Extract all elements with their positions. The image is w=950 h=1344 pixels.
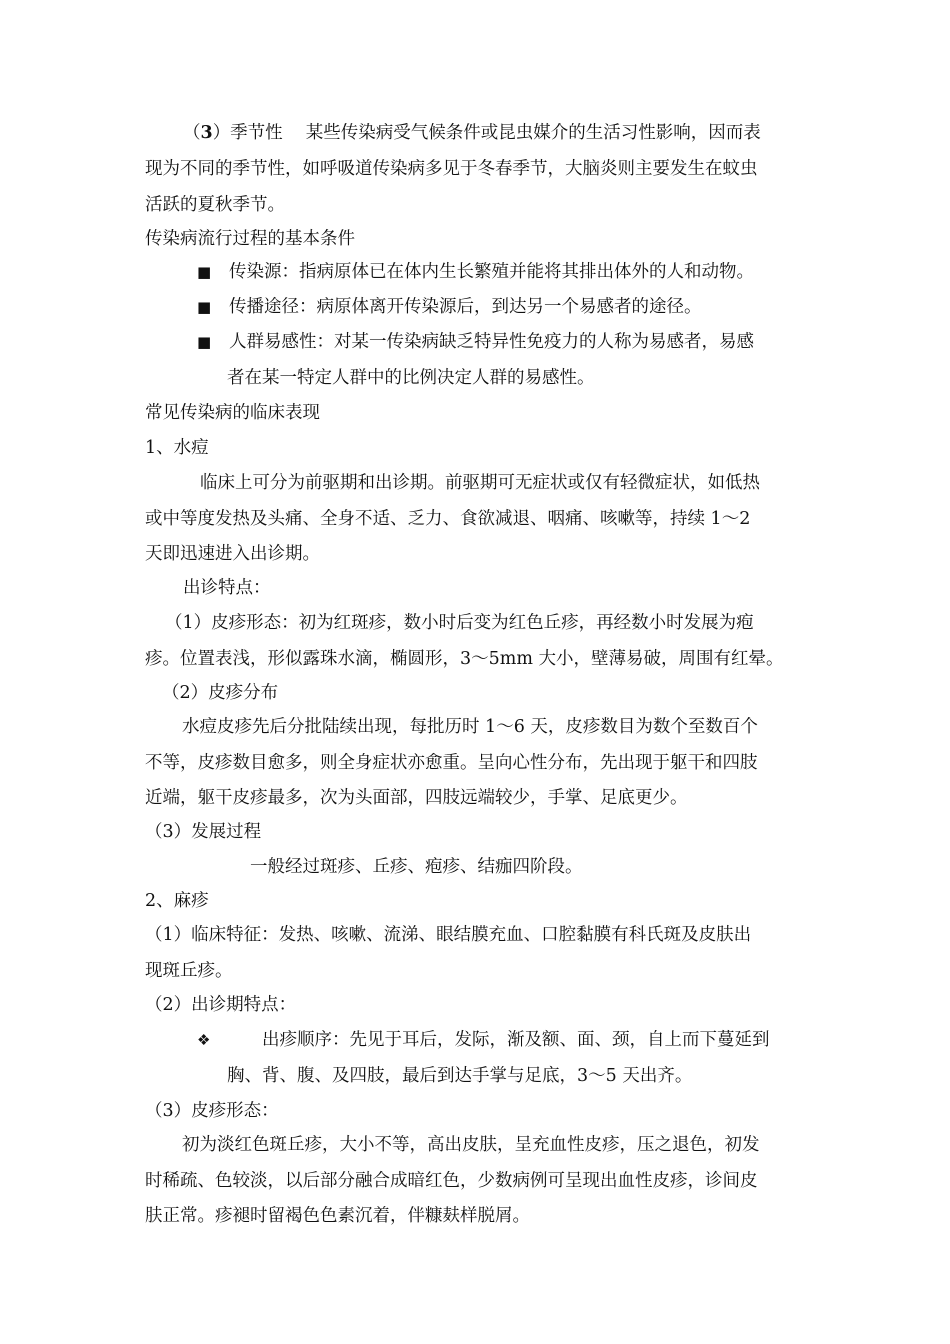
varicella-intro-3: 天即迅速进入出诊期。 bbox=[145, 544, 320, 564]
varicella-distribution-label: （2）皮疹分布 bbox=[162, 683, 279, 703]
diamond-bullet-icon: ❖ bbox=[197, 1031, 211, 1049]
varicella-intro-2: 或中等度发热及头痛、全身不适、乏力、食欲减退、咽痛、咳嗽等，持续 1～2 bbox=[145, 509, 751, 529]
measles-morphology-label: （3）皮疹形态： bbox=[145, 1101, 279, 1121]
varicella-features-label: 出诊特点： bbox=[183, 578, 271, 598]
condition-item-susceptibility-cont: 者在某一特定人群中的比例决定人群的易感性。 bbox=[227, 368, 595, 388]
measles-morphology-3: 肤正常。疹褪时留褐色色素沉着，伴糠麸样脱屑。 bbox=[145, 1206, 530, 1226]
square-bullet-icon: ■ bbox=[197, 298, 212, 316]
varicella-morphology-1: （1）皮疹形态：初为红斑疹，数小时后变为红色丘疹，再经数小时发展为疱 bbox=[165, 613, 754, 633]
condition-item-susceptibility: 人群易感性：对某一传染病缺乏特异性免疫力的人称为易感者，易感 bbox=[229, 332, 754, 352]
varicella-intro-1: 临床上可分为前驱期和出诊期。前驱期可无症状或仅有轻微症状，如低热 bbox=[200, 473, 760, 493]
measles-morphology-1: 初为淡红色斑丘疹，大小不等，高出皮肤，呈充血性皮疹，压之退色，初发 bbox=[182, 1135, 760, 1155]
seasonality-line-1-text: ）季节性 某些传染病受气候条件或昆虫媒介的生活习性影响，因而表 bbox=[212, 123, 761, 143]
square-bullet-icon: ■ bbox=[197, 333, 212, 351]
measles-features-1: （1）临床特征：发热、咳嗽、流涕、眼结膜充血、口腔黏膜有科氏斑及皮肤出 bbox=[145, 925, 752, 945]
varicella-morphology-2: 疹。位置表浅，形似露珠水滴，椭圆形，3～5mm 大小，壁薄易破，周围有红晕。 bbox=[145, 649, 784, 669]
conditions-heading: 传染病流行过程的基本条件 bbox=[145, 229, 355, 249]
measles-morphology-2: 时稀疏、色较淡，以后部分融合成暗红色，少数病例可呈现出血性皮疹，诊间皮 bbox=[145, 1171, 758, 1191]
condition-item-source: 传染源：指病原体已在体内生长繁殖并能将其排出体外的人和动物。 bbox=[229, 262, 754, 282]
condition-item-route: 传播途径：病原体离开传染源后，到达另一个易感者的途径。 bbox=[229, 297, 702, 317]
varicella-course: 一般经过斑疹、丘疹、疱疹、结痂四阶段。 bbox=[250, 857, 583, 877]
seasonality-line-3: 活跃的夏秋季节。 bbox=[145, 195, 285, 215]
measles-rash-period-label: （2）出诊期特点： bbox=[145, 995, 297, 1015]
measles-title: 2、麻疹 bbox=[145, 891, 209, 911]
varicella-title: 1、水痘 bbox=[145, 438, 209, 458]
varicella-distribution-3: 近端，躯干皮疹最多，次为头面部，四肢远端较少，手掌、足底更少。 bbox=[145, 788, 688, 808]
measles-order-2: 胸、背、腹、及四肢，最后到达手掌与足底，3～5 天出齐。 bbox=[227, 1066, 693, 1086]
square-bullet-icon: ■ bbox=[197, 263, 212, 281]
clinical-heading: 常见传染病的临床表现 bbox=[145, 403, 320, 423]
measles-order-1: 出疹顺序：先见于耳后，发际，渐及额、面、颈，自上而下蔓延到 bbox=[262, 1030, 770, 1050]
seasonality-line-2: 现为不同的季节性，如呼吸道传染病多见于冬春季节，大脑炎则主要发生在蚊虫 bbox=[145, 159, 758, 179]
varicella-course-label: （3）发展过程 bbox=[145, 822, 262, 842]
seasonality-number: 3 bbox=[200, 123, 213, 143]
measles-features-2: 现斑丘疹。 bbox=[145, 961, 233, 981]
varicella-distribution-2: 不等，皮疹数目愈多，则全身症状亦愈重。呈向心性分布，先出现于躯干和四肢 bbox=[145, 753, 758, 773]
seasonality-line-1: （3）季节性 某些传染病受气候条件或昆虫媒介的生活习性影响，因而表 bbox=[183, 123, 761, 143]
varicella-distribution-1: 水痘皮疹先后分批陆续出现，每批历时 1～6 天，皮疹数目为数个至数百个 bbox=[182, 717, 758, 737]
